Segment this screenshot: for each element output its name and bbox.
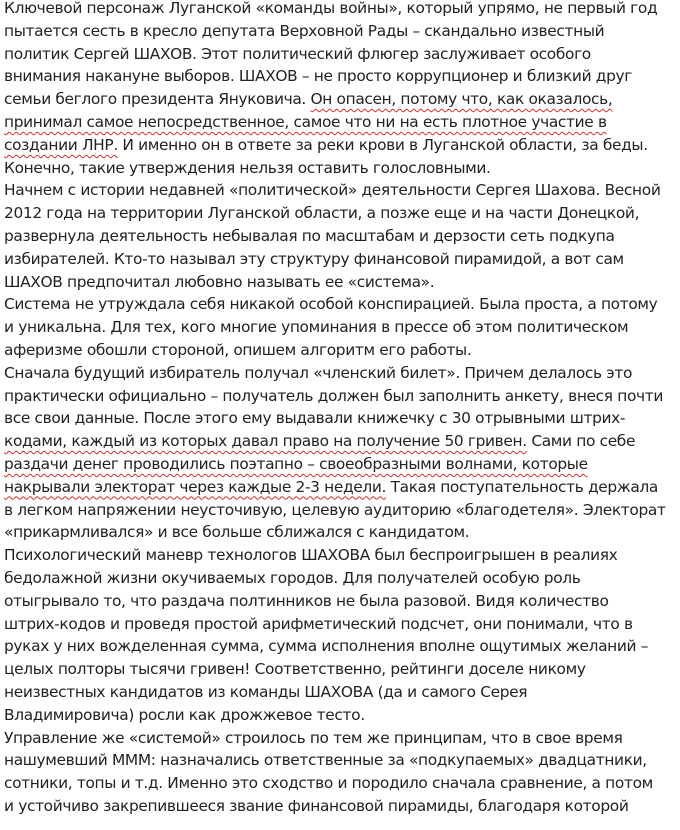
text-segment: развернула деятельность небывалая по масштабам и дерзости сеть подкупа [4, 226, 615, 245]
article-line [4, 0, 676, 20]
text-segment: Психологический маневр технологов ШАХОВА был беспроигрышен в реалиях [4, 546, 618, 565]
article-line [4, 544, 676, 567]
text-segment: Владимировича) росли как дрожжевое тесто. [4, 705, 365, 724]
article-line [4, 65, 676, 88]
article-line [4, 225, 676, 248]
article-line [4, 88, 676, 111]
article-line [4, 658, 676, 681]
article-line [4, 202, 676, 225]
highlighted-text: Он опасен, потому что, как оказалось, [310, 90, 613, 109]
text-segment: сотники, топы и т.д. Именно это сходство и породило сначала сравнение, а потом [4, 774, 653, 793]
text-segment: Начнем с истории недавней «политической» деятельности Сергея Шахова. Весной [4, 181, 661, 200]
article-line [4, 248, 676, 271]
text-segment: И именно он в ответе за реки крови в Луганской области, за беды. [117, 135, 648, 154]
article-line [4, 430, 676, 453]
article-line [4, 111, 676, 134]
article-line [4, 134, 676, 157]
text-segment: 2012 года на территории Луганской области, а позже еще и на части Донецкой, [4, 204, 640, 223]
text-segment: избирателей. Кто-то называл эту структуру финансовой пирамидой, а вот сам [4, 249, 624, 268]
text-segment: пытается сесть в кресло депутата Верховной Рады – скандально известный [4, 21, 605, 40]
article-line [4, 749, 676, 772]
highlighted-text: накрывали электорат через каждые 2-3 недели. [4, 477, 387, 496]
article-line [4, 635, 676, 658]
article-line [4, 727, 676, 750]
highlighted-text: создании ЛНР. [4, 135, 118, 154]
text-segment: Конечно, такие утверждения нельзя оставить голословными. [4, 158, 491, 177]
highlighted-text: раздачи денег проводились поэтапно – своеобразными волнами, которые [4, 454, 588, 473]
text-segment: Управление же «системой» строилось по тем же принципам, что в свое время [4, 728, 623, 747]
text-segment: внимания накануне выборов. ШАХОВ – не просто коррупционер и близкий друг [4, 67, 632, 86]
text-segment: практически официально – получатель должен был заполнить анкету, внеся почти [4, 386, 664, 405]
article-line [4, 476, 676, 499]
text-segment: нашумевший МММ: назначались ответственные за «подкупаемых» двадцатники, [4, 751, 647, 770]
text-segment: и уникальна. Для тех, кого многие упоминания в прессе об этом политическом [4, 318, 629, 337]
article-line [4, 179, 676, 202]
text-segment: Сами по себе [526, 432, 636, 451]
text-segment: Сначала будущий избиратель получал «членский билет». Причем делалось это [4, 363, 633, 382]
article-line [4, 157, 676, 180]
text-segment: политик Сергей ШАХОВ. Этот политический флюгер заслуживает особого [4, 44, 591, 63]
text-segment: штрих-кодов и проведя простой арифметический подсчет, они понимали, что в [4, 614, 633, 633]
article-line [4, 385, 676, 408]
text-segment: ШАХОВ предпочитал любовно называть ее «система». [4, 272, 435, 291]
article-line [4, 704, 676, 727]
text-segment: отыгрывало то, что раздача полтинников не была разовой. Видя количество [4, 591, 609, 610]
article-line [4, 499, 676, 522]
text-segment: Система не утруждала себя никакой особой конспирацией. Была проста, а потому [4, 295, 658, 314]
article-line [4, 293, 676, 316]
article-line [4, 772, 676, 795]
text-segment: семьи беглого президента Януковича. [4, 90, 311, 109]
text-segment: аферизме обошли стороной, опишем алгоритм его работы. [4, 340, 472, 359]
article-line [4, 20, 676, 43]
text-segment: Такая поступательность держала [386, 477, 658, 496]
article-line [4, 795, 676, 818]
article-line [4, 521, 676, 544]
article-line [4, 407, 676, 430]
article-line [4, 567, 676, 590]
article-line [4, 453, 676, 476]
article-body [4, 0, 676, 818]
text-segment: неизвестных кандидатов из команды ШАХОВА (да и самого Серея [4, 682, 528, 701]
article-line [4, 362, 676, 385]
highlighted-text: принимал самое непосредственное, самое что ни на есть плотное участие в [4, 112, 607, 131]
text-segment: и устойчиво закрепившееся звание финансовой пирамиды, благодаря которой [4, 796, 629, 815]
text-segment: руках у них вожделенная сумма, сумма исполнения вполне ощутимых желаний – [4, 637, 649, 656]
article-line [4, 316, 676, 339]
article-line [4, 590, 676, 613]
article-line [4, 613, 676, 636]
article-line [4, 339, 676, 362]
article-line [4, 681, 676, 704]
text-segment: Ключевой персонаж Луганской «команды войны», который упрямо, не первый год [4, 0, 658, 17]
text-segment: в легком напряжении неусточивую, целевую аудиторию «благодетеля». Электорат [4, 500, 666, 519]
article-line [4, 43, 676, 66]
text-segment: бедолажной жизни окучиваемых городов. Для получателей особую роль [4, 568, 581, 587]
highlighted-text: кодами, каждый из которых давал право на получение 50 гривен. [4, 432, 527, 451]
article-line [4, 271, 676, 294]
text-segment: все свои данные. После этого ему выдавали книжечку с 30 отрывными штрих- [4, 409, 626, 428]
text-segment: целых полторы тысячи гривен! Соответственно, рейтинги доселе никому [4, 660, 586, 679]
text-segment: «прикармливался» и все больше сближался с кандидатом. [4, 523, 470, 542]
